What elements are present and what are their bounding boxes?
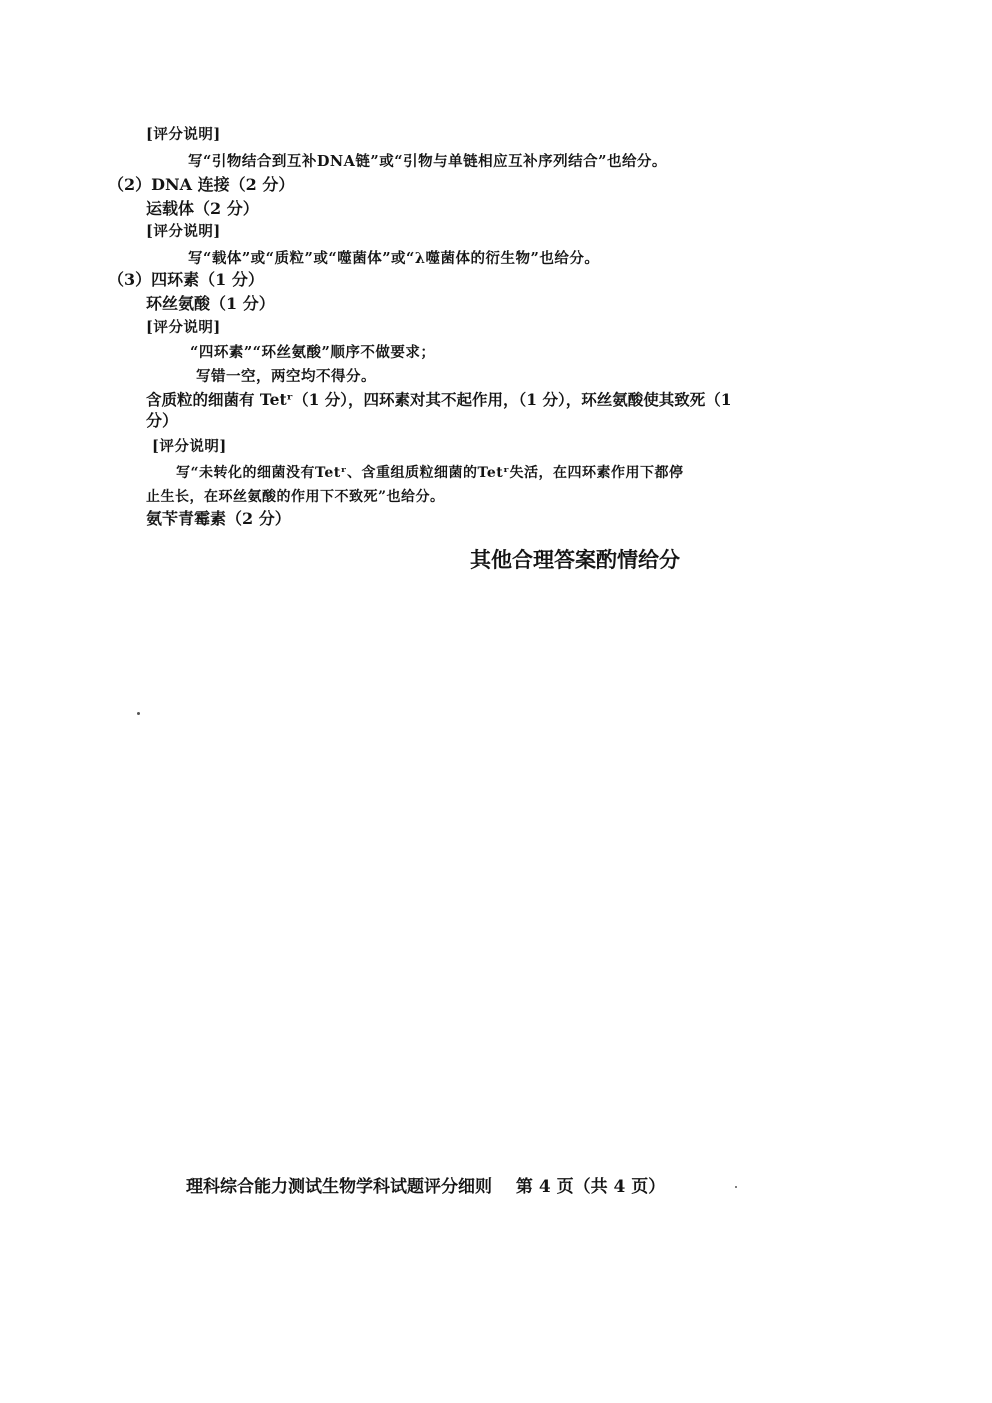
footer-title: 理科综合能力测试生物学科试题评分细则 bbox=[186, 1177, 492, 1197]
scoring-note-text: 写错一空，两空均不得分。 bbox=[196, 368, 376, 385]
answer-line: 氨苄青霉素（2 分） bbox=[146, 509, 291, 528]
scan-speck bbox=[137, 712, 140, 715]
footer-page-info: 第 4 页（共 4 页） bbox=[515, 1177, 666, 1197]
closing-note: 其他合理答案酌情给分 bbox=[470, 547, 680, 572]
scoring-note-text: 写“引物结合到互补DNA链”或“引物与单链相应互补序列结合”也给分。 bbox=[188, 153, 667, 170]
page-footer bbox=[186, 1172, 683, 1197]
scoring-note-text: “四环素”“环丝氨酸”顺序不做要求； bbox=[190, 344, 436, 361]
scan-speck bbox=[735, 1186, 737, 1188]
scoring-note-heading: [评分说明] bbox=[146, 126, 221, 143]
answer-line: 环丝氨酸（1 分） bbox=[146, 294, 275, 313]
scoring-note-text: 写“载体”或“质粒”或“噬菌体”或“λ噬菌体的衍生物”也给分。 bbox=[188, 250, 600, 267]
answer-line: 含质粒的细菌有 Tetʳ（1 分），四环素对其不起作用，（1 分），环丝氨酸使其致死（1 bbox=[146, 390, 732, 409]
answer-line: 运载体（2 分） bbox=[146, 199, 259, 218]
answer-item-2: （2）DNA 连接（2 分） bbox=[108, 175, 295, 194]
answer-item-3: （3）四环素（1 分） bbox=[108, 270, 264, 289]
scoring-note-text: 止生长，在环丝氨酸的作用下不致死”也给分。 bbox=[146, 489, 445, 505]
scoring-note-heading: [评分说明] bbox=[146, 223, 221, 240]
scoring-note-heading: [评分说明] bbox=[152, 438, 227, 455]
scoring-note-text: 写“未转化的细菌没有Tetʳ、含重组质粒细菌的Tetʳ失活，在四环素作用下都停 bbox=[176, 465, 684, 481]
answer-line: 分） bbox=[146, 411, 179, 430]
scoring-note-heading: [评分说明] bbox=[146, 319, 221, 336]
